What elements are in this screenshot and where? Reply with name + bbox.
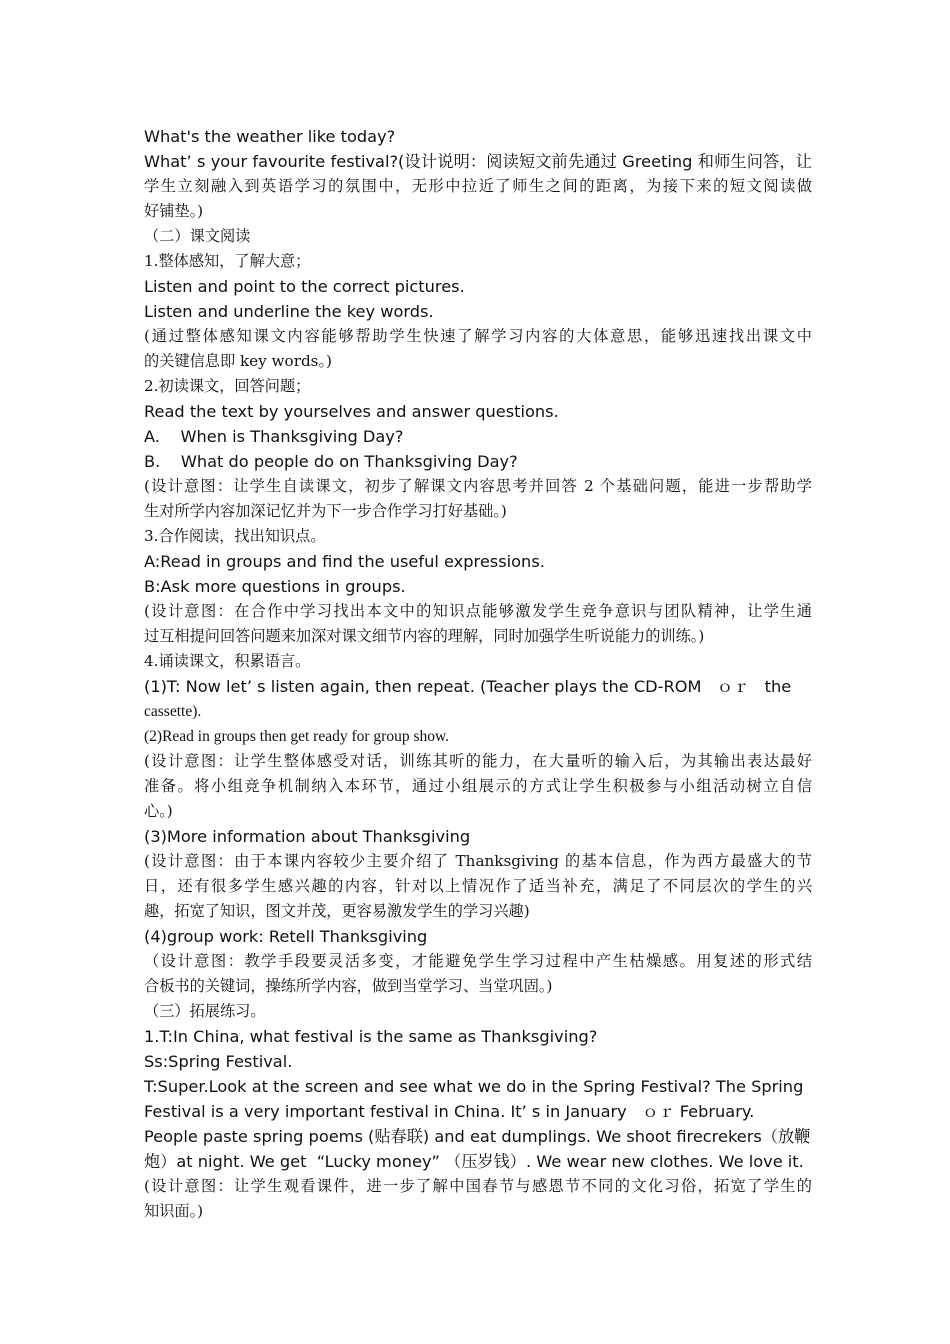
text-line: B:Ask more questions in groups. <box>144 577 406 596</box>
text-line: (通过整体感知课文内容能够帮助学生快速了解学习内容的大体意思，能够迅速找出课文中 <box>144 327 812 345</box>
text-line: 准备。将小组竞争机制纳入本环节，通过小组展示的方式让学生积极参与小组活动树立自信 <box>144 777 812 795</box>
text-line: People paste spring poems (贴春联) and eat dumplings. We shoot firecrekers（放鞭 <box>144 1127 811 1146</box>
text-line: 1.T:In China, what festival is the same as Thanksgiving? <box>144 1027 598 1046</box>
text-line: (设计意图：让学生观看课件，进一步了解中国春节与感恩节不同的文化习俗，拓宽了学生的 <box>144 1177 812 1195</box>
text-line: Listen and underline the key words. <box>144 302 434 321</box>
text-line: 炮）at night. We get “Lucky money” （压岁钱）. We wear new clothes. We love it. <box>144 1152 804 1171</box>
text-line: What's the weather like today? <box>144 127 396 146</box>
text-line: 合板书的关键词，操练所学内容，做到当堂学习、当堂巩固。) <box>144 977 553 995</box>
text-line: What’ s your favourite festival?(设计说明：阅读短文前先通过 Greeting 和师生问答，让 <box>144 152 812 171</box>
text-line: (设计意图：由于本课内容较少主要介绍了 Thanksgiving 的基本信息，作为西方最盛大的节 <box>144 852 812 870</box>
text-line: 知识面。) <box>144 1202 204 1220</box>
text-line: Read the text by yourselves and answer questions. <box>144 402 559 421</box>
text-line: Listen and point to the correct pictures. <box>144 277 465 296</box>
question-b: B. What do people do on Thanksgiving Day? <box>144 452 518 471</box>
text-line: T:Super.Look at the screen and see what we do in the Spring Festival? The Spring <box>144 1077 804 1096</box>
text-line: (设计意图：让学生自读课文，初步了解课文内容思考并回答 2 个基础问题，能进一步帮助学 <box>144 477 812 495</box>
step-heading: 4.诵读课文，积累语言。 <box>144 652 311 670</box>
text-line: 生对所学内容加深记忆并为下一步合作学习打好基础。) <box>144 502 507 520</box>
section-heading: （三）拓展练习。 <box>144 1002 266 1020</box>
text-line: (设计意图：在合作中学习找出本文中的知识点能够激发学生竞争意识与团队精神，让学生通 <box>144 602 812 620</box>
step-heading: 1.整体感知，了解大意； <box>144 252 311 270</box>
step-heading: 2.初读课文，回答问题； <box>144 377 311 395</box>
text-line: 过互相提问回答问题来加深对课文细节内容的理解，同时加强学生听说能力的训练。) <box>144 627 705 645</box>
text-line: (4)group work: Retell Thanksgiving <box>144 927 428 946</box>
document-page <box>144 124 812 1224</box>
step-heading: 3.合作阅读，找出知识点。 <box>144 527 326 545</box>
text-line: （设计意图：教学手段要灵活多变，才能避免学生学习过程中产生枯燥感。用复述的形式结 <box>144 952 812 970</box>
text-line: 心。) <box>144 802 173 820</box>
text-line: 趣，拓宽了知识，图文并茂，更容易激发学生的学习兴趣) <box>144 902 530 920</box>
text-line: 的关键信息即 key words。) <box>144 352 332 370</box>
text-line: Festival is a very important festival in China. It’ s in January ｏｒ February. <box>144 1102 755 1121</box>
text-line: 日，还有很多学生感兴趣的内容，针对以上情况作了适当补充，满足了不同层次的学生的兴 <box>144 877 812 895</box>
section-heading: （二）课文阅读 <box>144 227 251 245</box>
text-line: 学生立刻融入到英语学习的氛围中，无形中拉近了师生之间的距离，为接下来的短文阅读做 <box>144 177 812 195</box>
question-a: A. When is Thanksgiving Day? <box>144 427 404 446</box>
text-line: (1)T: Now let’ s listen again, then repeat. (Teacher plays the CD-ROM ｏｒ the <box>144 677 792 696</box>
text-line: A:Read in groups and find the useful expressions. <box>144 552 545 571</box>
text-line: (3)More information about Thanksgiving <box>144 827 471 846</box>
text-line: (设计意图：让学生整体感受对话，训练其听的能力，在大量听的输入后，为其输出表达最好 <box>144 752 812 770</box>
text-line: Ss:Spring Festival. <box>144 1052 293 1071</box>
text-line: (2)Read in groups then get ready for group show. <box>144 728 450 745</box>
text-line: cassette). <box>144 703 202 720</box>
text-line: 好铺垫。) <box>144 202 204 220</box>
